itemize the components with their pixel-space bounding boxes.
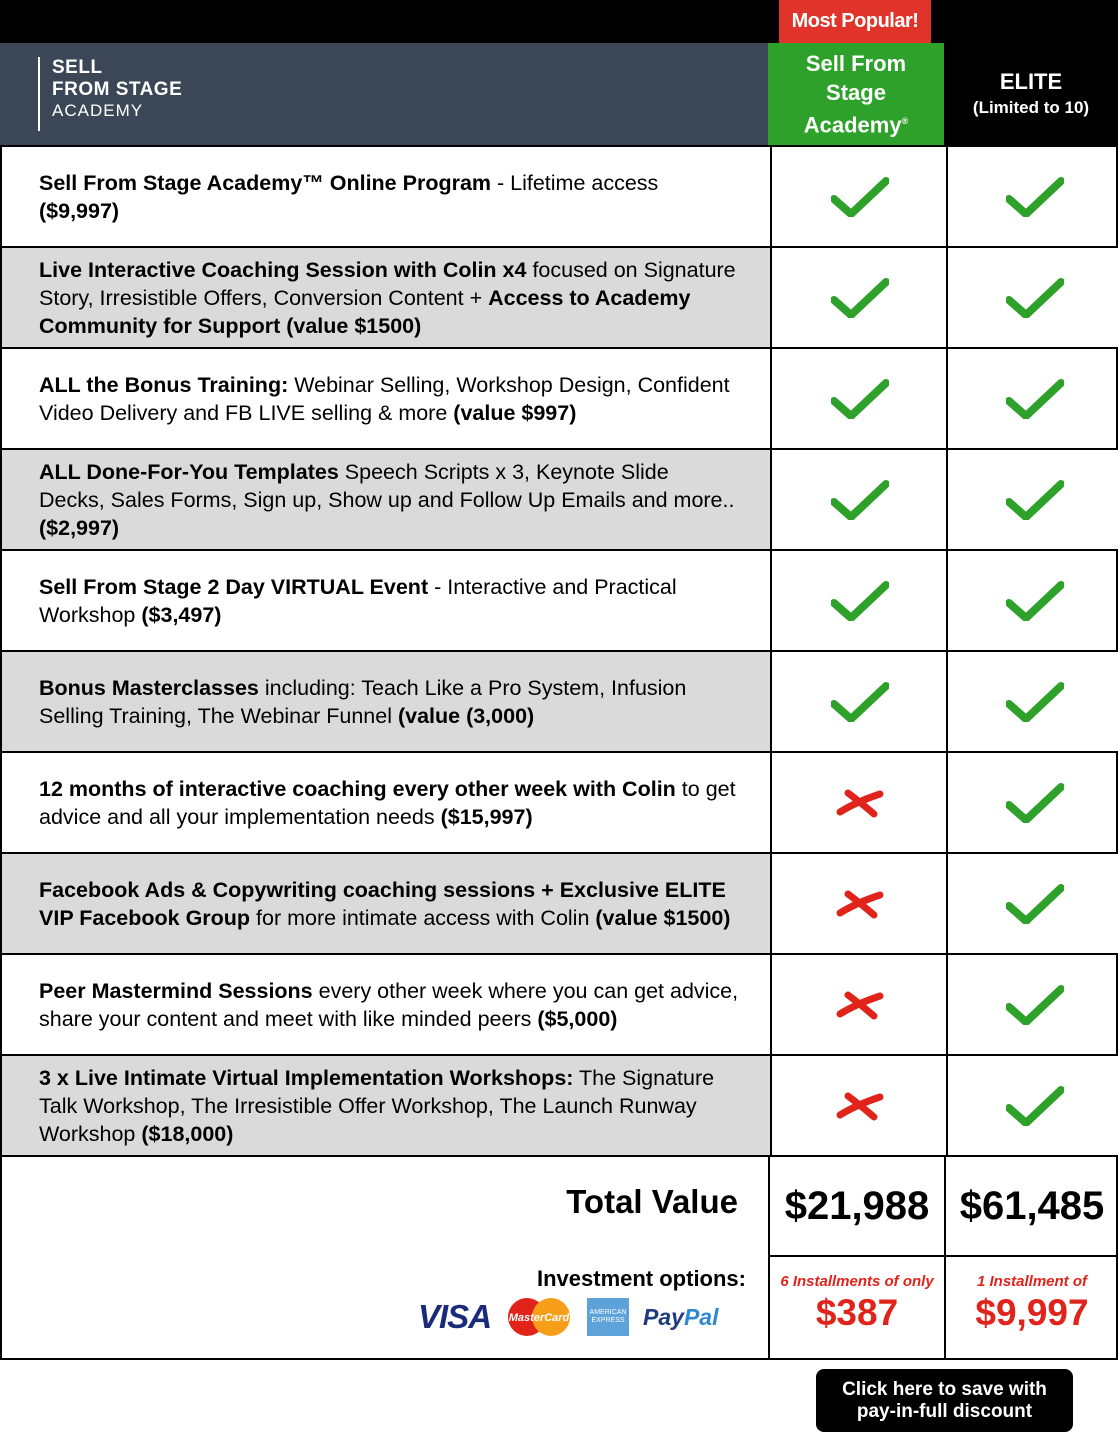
feature-row	[2, 248, 1118, 349]
feature-title: Facebook Ads & Copywriting coaching sessions + Exclusive ELITE VIP Facebook Group	[39, 877, 726, 930]
feature-title: 3 x Live Intimate Virtual Implementation Workshops:	[39, 1065, 574, 1090]
feature-title: Sell From Stage Academy™ Online Program	[39, 170, 492, 195]
feature-row	[2, 652, 1118, 753]
academy-check-icon	[770, 147, 948, 246]
elite-header-subtitle: (Limited to 10)	[972, 98, 1090, 117]
feature-description	[2, 854, 770, 953]
academy-check-icon	[770, 450, 948, 549]
column-header-elite	[944, 43, 1118, 145]
visa-logo: VISA	[418, 1298, 492, 1335]
academy-check-icon	[770, 652, 948, 751]
feature-detail: focused on Signature Story, Irresistible Offers, Conversion Content +	[39, 257, 736, 310]
feature-detail: every other week where you can get advice, share your content and meet with like minded peers	[39, 978, 739, 1031]
most-popular-badge: Most Popular!	[779, 0, 931, 43]
total-value-academy: $21,988	[768, 1157, 944, 1257]
academy-check-icon	[770, 349, 948, 448]
total-value-label: Total Value	[566, 1183, 738, 1220]
feature-row	[2, 551, 1118, 652]
feature-detail: for more intimate access with Colin	[250, 905, 596, 930]
feature-detail: Webinar Selling, Workshop Design, Confident Video Delivery and FB LIVE selling & more	[39, 372, 730, 425]
elite-check-icon	[946, 147, 1118, 246]
cta-line-2: pay-in-full discount	[856, 1400, 1033, 1422]
feature-title: Bonus Masterclasses	[39, 675, 259, 700]
amex-line-2: EXPRESS	[591, 1317, 625, 1324]
academy-cross-icon	[770, 753, 948, 852]
feature-description	[2, 652, 770, 751]
column-header-academy	[768, 43, 944, 145]
feature-value: ($5,000)	[537, 1006, 618, 1031]
logo-line-3: ACADEMY	[52, 101, 144, 120]
feature-row	[2, 955, 1118, 1056]
feature-value: (value $1500)	[595, 905, 731, 930]
logo-line-2: FROM STAGE	[52, 79, 183, 100]
academy-header-line-2: Stage	[826, 79, 886, 105]
elite-installment-price: $9,997	[975, 1292, 1089, 1333]
feature-title: 12 months of interactive coaching every other week with Colin	[39, 776, 676, 801]
feature-value: ($2,997)	[39, 515, 120, 540]
feature-description	[2, 551, 770, 650]
feature-title: Peer Mastermind Sessions	[39, 978, 313, 1003]
elite-check-icon	[946, 248, 1118, 347]
elite-check-icon	[946, 753, 1118, 852]
academy-installment-price: $387	[815, 1292, 899, 1333]
academy-cross-icon	[770, 955, 948, 1054]
amex-line-1: AMERICAN	[589, 1309, 627, 1316]
feature-row	[2, 349, 1118, 450]
academy-header-line-3: Academy®	[803, 112, 909, 138]
elite-check-icon	[946, 955, 1118, 1054]
feature-title: ALL Done-For-You Templates	[39, 459, 339, 484]
top-bar	[0, 0, 1118, 43]
feature-value: (value (3,000)	[397, 703, 535, 728]
feature-description	[2, 349, 770, 448]
feature-title: ALL the Bonus Training:	[39, 372, 289, 397]
feature-value: ($18,000)	[141, 1121, 234, 1146]
elite-check-icon	[946, 1056, 1118, 1155]
feature-value: ($9,997)	[39, 198, 120, 223]
feature-title: Sell From Stage 2 Day VIRTUAL Event	[39, 574, 429, 599]
feature-description	[2, 753, 770, 852]
academy-installment-text: 6 Installments of only	[780, 1273, 934, 1290]
elite-check-icon	[946, 854, 1118, 953]
feature-row	[2, 147, 1118, 248]
paypal-logo: PayPal	[643, 1303, 719, 1330]
academy-check-icon	[770, 248, 948, 347]
payment-methods	[418, 1295, 748, 1339]
investment-options-label: Investment options:	[536, 1266, 746, 1291]
mastercard-logo	[505, 1297, 573, 1337]
feature-description	[2, 147, 770, 246]
investment-elite	[944, 1257, 1118, 1360]
feature-value: (value $997)	[453, 400, 577, 425]
feature-row	[2, 753, 1118, 854]
feature-description	[2, 955, 770, 1054]
cta-line-1: Click here to save with	[842, 1378, 1047, 1400]
feature-description	[2, 248, 770, 347]
american-express-logo	[587, 1298, 629, 1336]
feature-value: ($3,497)	[141, 602, 222, 627]
feature-detail: The Signature Talk Workshop, The Irresistible Offer Workshop, The Launch Runway Workshop	[39, 1065, 715, 1146]
registered-mark: ®	[901, 115, 909, 126]
academy-logo	[38, 57, 182, 131]
academy-header-line-1: Sell From	[805, 50, 907, 76]
feature-detail: including: Teach Like a Pro System, Infusion Selling Training, The Webinar Funnel	[39, 675, 687, 728]
pay-in-full-discount-button[interactable]	[816, 1369, 1073, 1432]
feature-row	[2, 854, 1118, 955]
feature-value: ($15,997)	[440, 804, 533, 829]
elite-check-icon	[946, 349, 1118, 448]
feature-detail: Speech Scripts x 3, Keynote Slide Decks, Sales Forms, Sign up, Show up and Follow Up Emails and more..	[39, 459, 735, 512]
elite-check-icon	[946, 450, 1118, 549]
investment-academy	[768, 1257, 944, 1360]
svg-text:MasterCard: MasterCard	[508, 1312, 570, 1324]
elite-installment-text: 1 Installment of	[976, 1273, 1088, 1290]
feature-value: Access to Academy Community for Support (value $1500)	[39, 285, 691, 338]
academy-cross-icon	[770, 854, 948, 953]
feature-detail: - Interactive and Practical Workshop	[39, 574, 677, 627]
feature-detail: - Lifetime access	[491, 170, 659, 195]
academy-check-icon	[770, 551, 948, 650]
total-value-elite: $61,485	[944, 1157, 1118, 1257]
feature-description	[2, 1056, 770, 1155]
logo-line-1: SELL	[52, 57, 103, 78]
elite-check-icon	[946, 652, 1118, 751]
feature-title: Live Interactive Coaching Session with Colin x4	[39, 257, 527, 282]
feature-description	[2, 450, 770, 549]
feature-row	[2, 1056, 1118, 1157]
feature-detail: to get advice and all your implementation needs	[39, 776, 736, 829]
elite-header-title: ELITE	[999, 69, 1063, 94]
academy-cross-icon	[770, 1056, 948, 1155]
elite-check-icon	[946, 551, 1118, 650]
feature-row	[2, 450, 1118, 551]
